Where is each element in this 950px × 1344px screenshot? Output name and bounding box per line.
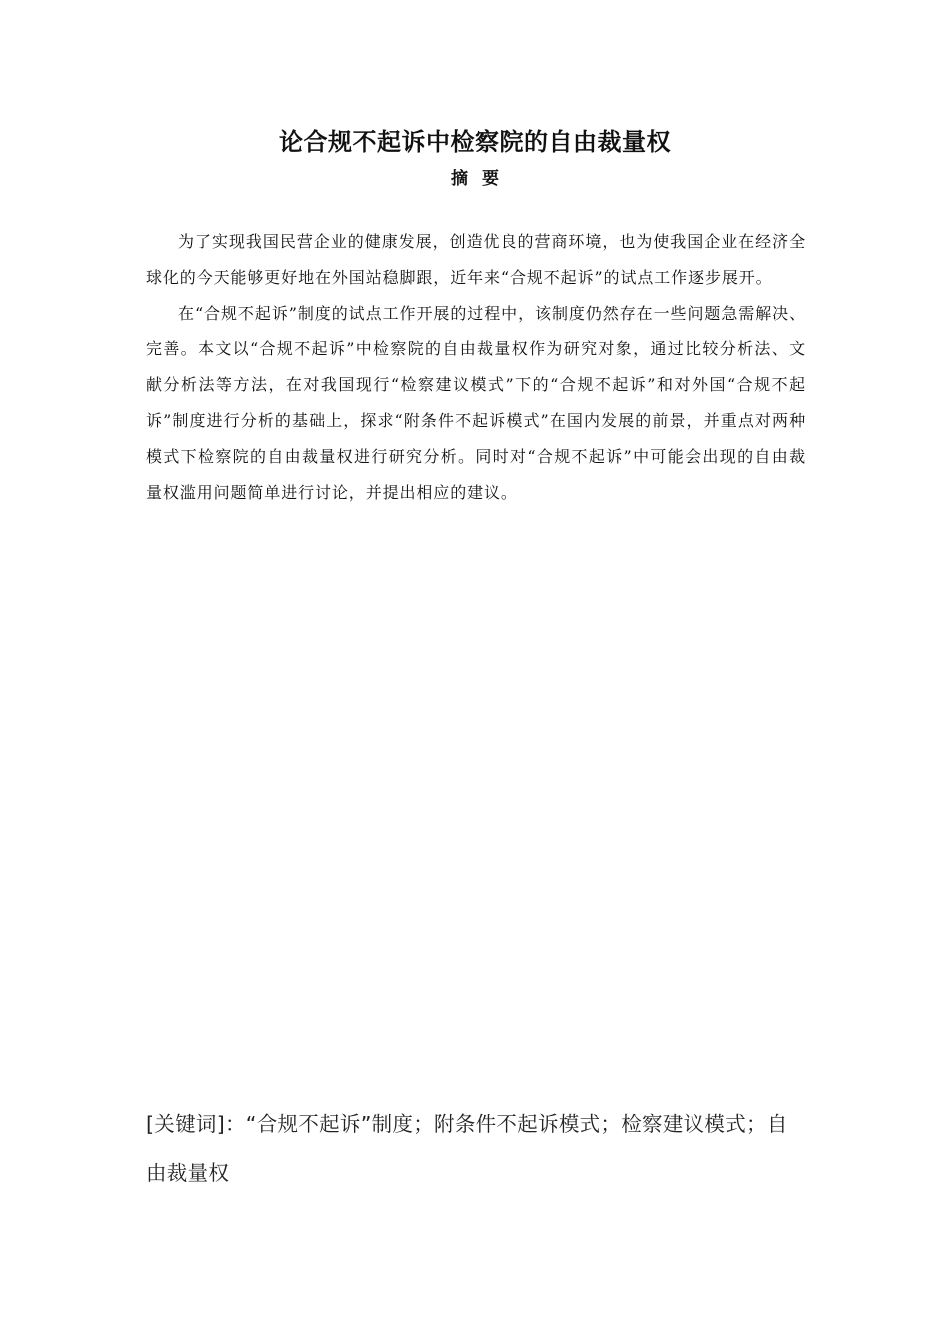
document-title: 论合规不起诉中检察院的自由裁量权 [279,128,671,156]
abstract-heading: 摘要 [451,169,513,189]
abstract-paragraph-1: 为了实现我国民营企业的健康发展，创造优良的营商环境，也为使我国企业在经济全球化的今天能够更好地在外国站稳脚跟，近年来“合规不起诉”的试点工作逐步展开。 [146,232,806,287]
abstract-paragraph-2: 在“合规不起诉”制度的试点工作开展的过程中，该制度仍然存在一些问题急需解决、完善。本文以“合规不起诉”中检察院的自由裁量权作为研究对象，通过比较分析法、文献分析法等方法，在对我国现行“检察建议模式”下的“合规不起诉”和对外国“合规不起诉”制度进行分析的基础上，探求“附条件不起诉模式”在国内发展的前景，并重点对两种模式下检察院的自由裁量权进行研究分析。同时对“合规不起诉”中可能会出现的自由裁量权滥用问题简单进行讨论，并提出相应的建议。 [146,303,806,502]
keywords-label: [关键词]： [146,1112,246,1136]
keywords-list: “合规不起诉”制度；附条件不起诉模式；检察建议模式；自由裁量权 [146,1112,788,1185]
keywords-section [146,1100,806,1198]
abstract-body [146,224,806,510]
